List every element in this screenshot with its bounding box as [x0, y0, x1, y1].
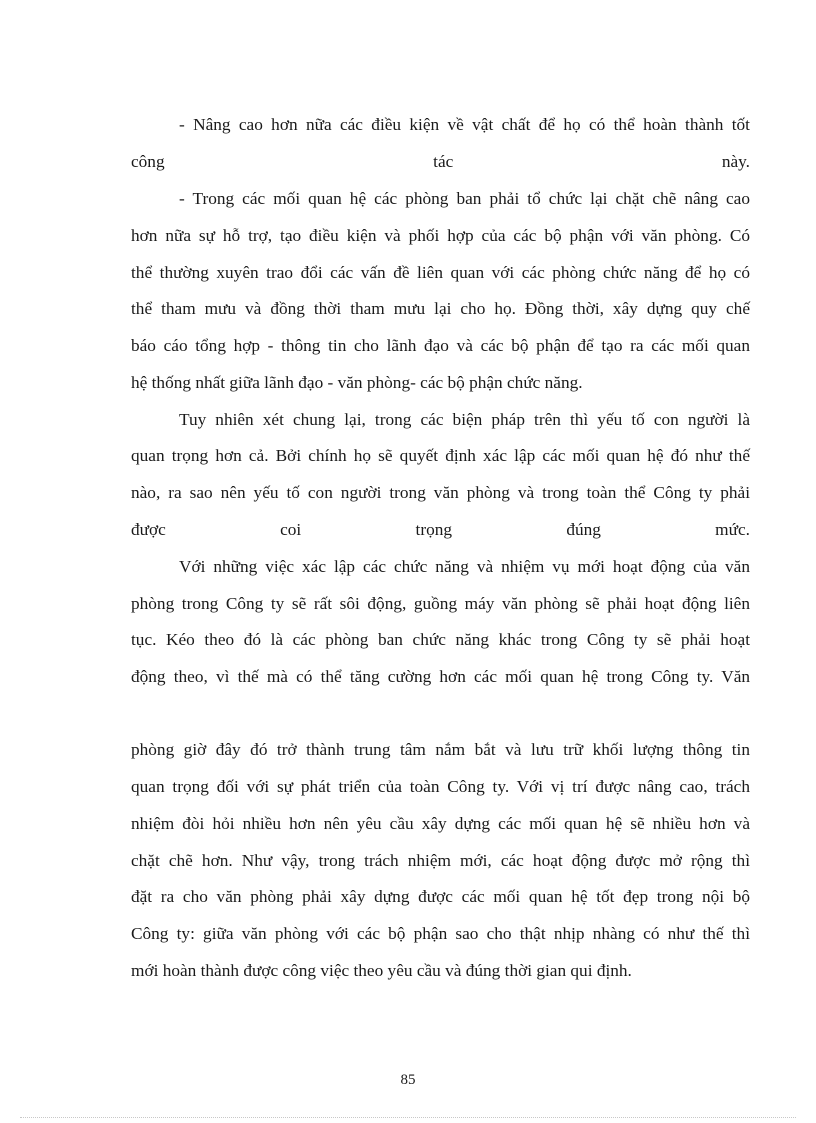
text-line: công tác này. — [131, 152, 750, 171]
text-line: nào, ra sao nên yếu tố con người trong văn phòng và trong toàn thể Công ty phải — [131, 483, 750, 502]
text-line: quan trọng đối với sự phát triển của toàn Công ty. Với vị trí được nâng cao, trách — [131, 777, 750, 796]
text-line: động theo, vì thế mà có thể tăng cường hơn các mối quan hệ trong Công ty. Văn — [131, 667, 750, 686]
text-line: phòng giờ đây đó trở thành trung tâm nắm bắt và lưu trữ khối lượng thông tin — [131, 740, 750, 759]
page-number: 85 — [400, 1072, 416, 1088]
text-line: nhiệm đòi hỏi nhiều hơn nên yêu cầu xây dựng các mối quan hệ sẽ nhiều hơn và — [131, 814, 750, 833]
text-line: hơn nữa sự hỗ trợ, tạo điều kiện và phối hợp của các bộ phận với văn phòng. Có — [131, 226, 750, 245]
text-line: đặt ra cho văn phòng phải xây dựng được các mối quan hệ tốt đẹp trong nội bộ — [131, 887, 750, 906]
text-line: quan trọng hơn cả. Bởi chính họ sẽ quyết định xác lập các mối quan hệ đó như thế — [131, 446, 750, 465]
text-line: báo cáo tổng hợp - thông tin cho lãnh đạo và các bộ phận để tạo ra các mối quan — [131, 336, 750, 355]
text-line: hệ thống nhất giữa lãnh đạo - văn phòng- các bộ phận chức năng. — [131, 373, 583, 392]
text-line: tục. Kéo theo đó là các phòng ban chức năng khác trong Công ty sẽ phải hoạt — [131, 630, 750, 649]
text-line: - Nâng cao hơn nữa các điều kiện về vật chất để họ có thể hoàn thành tốt — [179, 115, 750, 134]
text-line: thể thường xuyên trao đổi các vấn đề liên quan với các phòng chức năng để họ có — [131, 263, 750, 282]
text-line: thể tham mưu và đồng thời tham mưu lại cho họ. Đồng thời, xây dựng quy chế — [131, 299, 750, 318]
text-line: mới hoàn thành được công việc theo yêu cầu và đúng thời gian qui định. — [131, 961, 632, 980]
text-line: được coi trọng đúng mức. — [131, 520, 750, 539]
text-line: Công ty: giữa văn phòng với các bộ phận sao cho thật nhịp nhàng có như thế thì — [131, 924, 750, 943]
text-line: phòng trong Công ty sẽ rất sôi động, guồng máy văn phòng sẽ phải hoạt động liên — [131, 594, 750, 613]
text-line: chặt chẽ hơn. Như vậy, trong trách nhiệm mới, các hoạt động được mở rộng thì — [131, 851, 750, 870]
footer-divider — [20, 1117, 796, 1118]
text-line: - Trong các mối quan hệ các phòng ban phải tổ chức lại chặt chẽ nâng cao — [179, 189, 750, 208]
text-line: Tuy nhiên xét chung lại, trong các biện pháp trên thì yếu tố con người là — [179, 410, 750, 429]
text-line: Với những việc xác lập các chức năng và nhiệm vụ mới hoạt động của văn — [179, 557, 750, 576]
